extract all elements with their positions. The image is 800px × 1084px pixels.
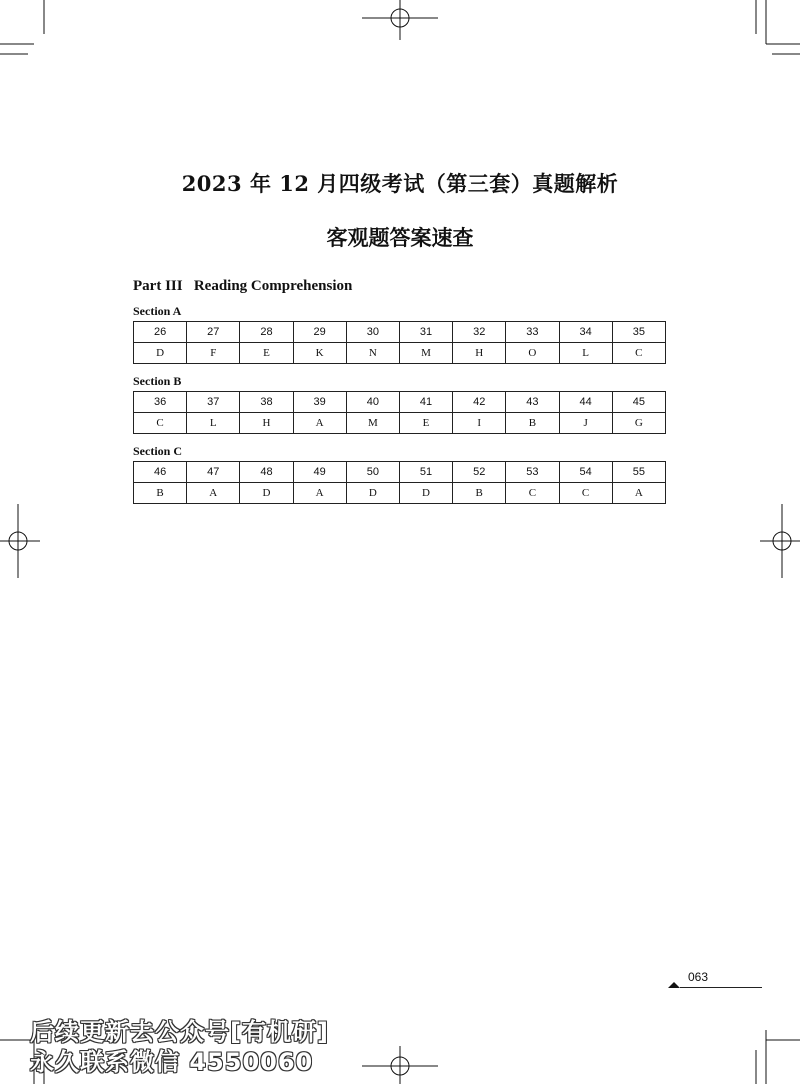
page-marker-triangle-icon: [668, 982, 680, 988]
answer-row: [134, 343, 666, 364]
answer-cell: A: [293, 483, 346, 504]
question-number: 37: [187, 392, 240, 413]
answer-cell: J: [559, 413, 612, 434]
answer-cell: C: [559, 483, 612, 504]
question-number: 33: [506, 322, 559, 343]
watermark-line-2: 永久联系微信 4550060: [30, 1048, 314, 1076]
answer-row: [134, 483, 666, 504]
section-c-label: Section C: [133, 444, 182, 458]
question-number: 39: [293, 392, 346, 413]
answer-cell: M: [346, 413, 399, 434]
section-b-answer-table: [133, 391, 666, 434]
question-number: 51: [399, 462, 452, 483]
answer-cell: B: [134, 483, 187, 504]
answer-cell: H: [453, 343, 506, 364]
answer-cell: E: [399, 413, 452, 434]
answer-cell: D: [240, 483, 293, 504]
answer-cell: O: [506, 343, 559, 364]
answer-cell: C: [134, 413, 187, 434]
question-number: 44: [559, 392, 612, 413]
answer-cell: A: [612, 483, 665, 504]
question-number: 38: [240, 392, 293, 413]
page-subtitle: 客观题答案速查: [326, 225, 474, 250]
section-a-answer-table: [133, 321, 666, 364]
answer-cell: D: [134, 343, 187, 364]
question-number: 29: [293, 322, 346, 343]
answer-cell: M: [399, 343, 452, 364]
question-number: 53: [506, 462, 559, 483]
page-number: 063: [688, 970, 709, 984]
answer-cell: N: [346, 343, 399, 364]
question-number: 35: [612, 322, 665, 343]
answer-row: [134, 413, 666, 434]
answer-cell: H: [240, 413, 293, 434]
answer-cell: D: [346, 483, 399, 504]
question-number: 31: [399, 322, 452, 343]
answer-cell: C: [506, 483, 559, 504]
answer-cell: I: [453, 413, 506, 434]
answer-cell: A: [293, 413, 346, 434]
watermark-line-1: 后续更新去公众号[有机研]: [30, 1018, 329, 1046]
section-b-label: Section B: [133, 374, 182, 388]
answer-cell: L: [559, 343, 612, 364]
question-number: 26: [134, 322, 187, 343]
question-number: 52: [453, 462, 506, 483]
question-number: 50: [346, 462, 399, 483]
section-c-answer-table: [133, 461, 666, 504]
section-a-label: Section A: [133, 304, 182, 318]
answer-cell: D: [399, 483, 452, 504]
question-number: 36: [134, 392, 187, 413]
question-number: 30: [346, 322, 399, 343]
answer-cell: B: [506, 413, 559, 434]
page-title: 2023 年 12 月四级考试（第三套）真题解析: [181, 171, 619, 196]
question-number: 45: [612, 392, 665, 413]
question-number: 40: [346, 392, 399, 413]
question-number-row: [134, 322, 666, 343]
question-number: 48: [240, 462, 293, 483]
answer-cell: K: [293, 343, 346, 364]
answer-cell: B: [453, 483, 506, 504]
question-number: 28: [240, 322, 293, 343]
answer-cell: G: [612, 413, 665, 434]
question-number: 47: [187, 462, 240, 483]
page-number-rule: [680, 987, 762, 988]
question-number: 42: [453, 392, 506, 413]
answer-cell: L: [187, 413, 240, 434]
question-number: 54: [559, 462, 612, 483]
answer-cell: F: [187, 343, 240, 364]
question-number: 32: [453, 322, 506, 343]
question-number: 34: [559, 322, 612, 343]
question-number: 49: [293, 462, 346, 483]
question-number: 43: [506, 392, 559, 413]
question-number-row: [134, 392, 666, 413]
question-number: 46: [134, 462, 187, 483]
answer-cell: A: [187, 483, 240, 504]
answer-cell: E: [240, 343, 293, 364]
question-number: 55: [612, 462, 665, 483]
question-number-row: [134, 462, 666, 483]
part-heading: Part III Reading Comprehension: [133, 278, 353, 294]
question-number: 41: [399, 392, 452, 413]
question-number: 27: [187, 322, 240, 343]
answer-cell: C: [612, 343, 665, 364]
